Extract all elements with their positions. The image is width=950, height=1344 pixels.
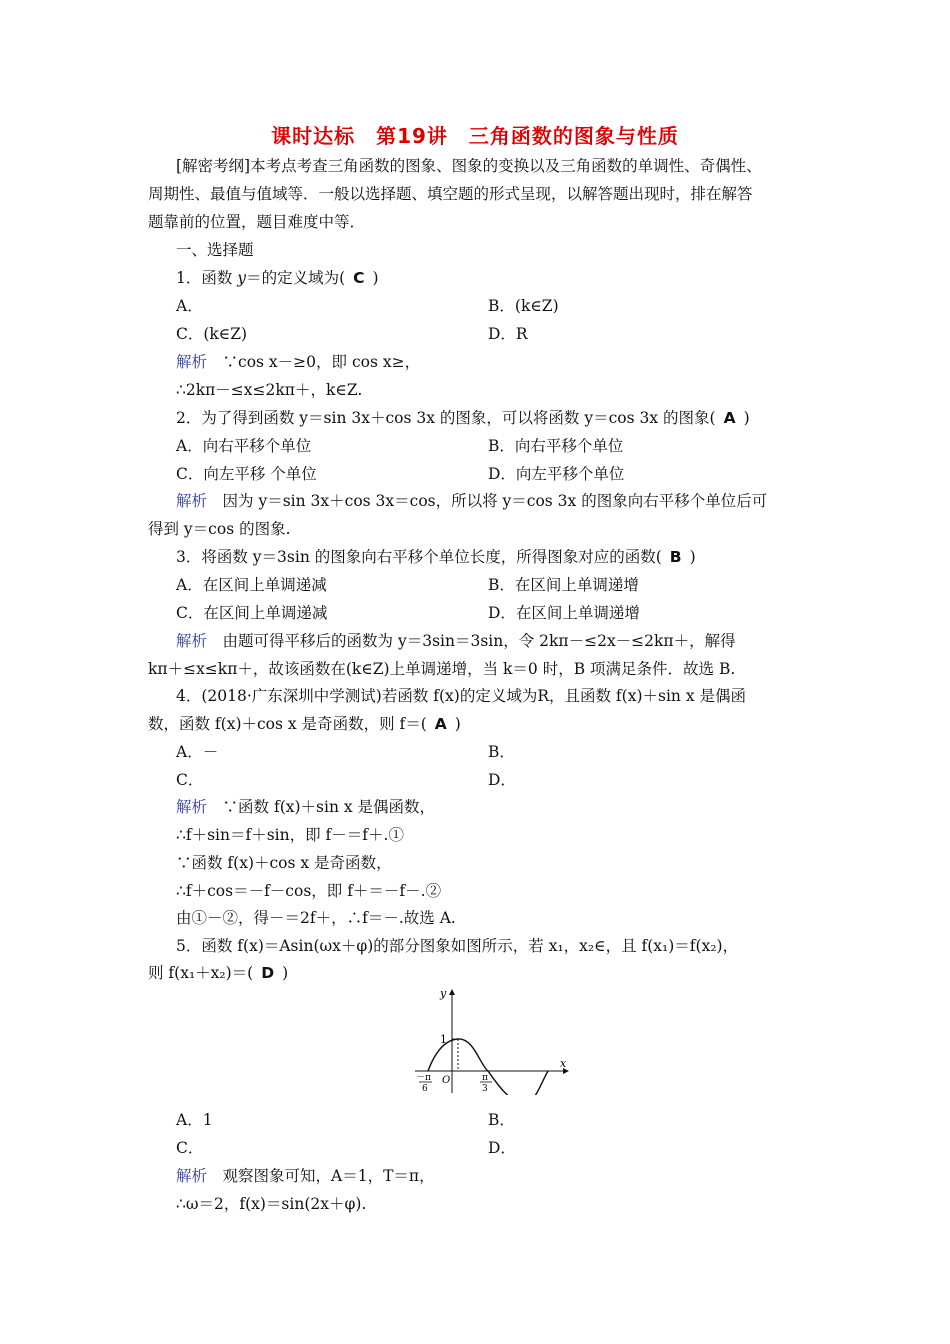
answer-3: B bbox=[669, 548, 682, 566]
q3-option-d: D．在区间上单调递增 bbox=[488, 604, 640, 622]
answer-2: A bbox=[723, 409, 736, 427]
q4-solution-3: ∵函数 f(x)＋cos x 是奇函数， bbox=[176, 854, 392, 872]
page-title: 课时达标 第19讲 三角函数的图象与性质 bbox=[271, 124, 679, 148]
solution-tag: 解析 bbox=[176, 1167, 208, 1185]
q4-option-d: D． bbox=[488, 771, 516, 789]
question-5-stem-2: 则 f(x₁＋x₂)＝( D ) bbox=[148, 964, 289, 982]
intro-line-1: [解密考纲]本考点考查三角函数的图象、图象的变换以及三角函数的单调性、奇偶性、 bbox=[176, 157, 762, 175]
q3-solution-1: 解析 由题可得平移后的函数为 y＝3sin＝3sin，令 2kπ－≤2x－≤2kπ＋，解得 bbox=[176, 632, 736, 650]
solution-tag: 解析 bbox=[176, 798, 208, 816]
solution-tag: 解析 bbox=[176, 632, 208, 650]
q1-option-a: A． bbox=[176, 297, 203, 315]
q5-option-c: C． bbox=[176, 1139, 204, 1157]
question-3-stem: 3．将函数 y＝3sin 的图象向右平移个单位长度，所得图象对应的函数( B ) bbox=[176, 548, 696, 566]
sine-graph-figure bbox=[410, 985, 575, 1095]
pi-label: π bbox=[482, 1073, 488, 1083]
q5-option-d: D． bbox=[488, 1139, 516, 1157]
three-label: 3 bbox=[482, 1084, 488, 1094]
q3-option-a: A．在区间上单调递减 bbox=[176, 576, 327, 594]
q4-option-b: B． bbox=[488, 743, 515, 761]
solution-tag: 解析 bbox=[176, 492, 208, 510]
q4-solution-5: 由①－②，得－＝2f＋，∴f＝－.故选 A. bbox=[176, 909, 456, 927]
q1-solution-1: 解析 ∵cos x－≥0，即 cos x≥， bbox=[176, 353, 421, 371]
q4-solution-1: 解析 ∵函数 f(x)＋sin x 是偶函数， bbox=[176, 798, 436, 816]
answer-1: C bbox=[353, 269, 365, 287]
q3-solution-2: kπ＋≤x≤kπ＋，故该函数在(k∈Z)上单调递增，当 k＝0 时，B 项满足条件．故选 B. bbox=[148, 660, 736, 678]
question-4-stem-1: 4．(2018·广东深圳中学测试)若函数 f(x)的定义域为R，且函数 f(x)＋sin x 是偶函 bbox=[176, 687, 746, 705]
one-tick-label: 1 bbox=[440, 1033, 447, 1046]
q1-option-d: D．R bbox=[488, 325, 528, 343]
q4-solution-2: ∴f＋sin＝f＋sin，即 f－＝f＋.① bbox=[176, 826, 404, 844]
y-axis-label: y bbox=[440, 987, 447, 1000]
question-4-stem-2: 数，函数 f(x)＋cos x 是奇函数，则 f＝( A ) bbox=[148, 715, 461, 733]
q5-solution-1: 解析 观察图象可知，A＝1，T＝π， bbox=[176, 1167, 435, 1185]
q2-option-a: A．向右平移个单位 bbox=[176, 437, 312, 455]
neg-pi-label: －π bbox=[416, 1073, 431, 1083]
q4-option-a: A．－ bbox=[176, 743, 219, 761]
intro-line-3: 题靠前的位置，题目难度中等． bbox=[148, 213, 366, 231]
q1-option-c: C．(k∈Z) bbox=[176, 325, 248, 343]
sine-curve bbox=[428, 1039, 548, 1095]
q5-option-a: A．1 bbox=[176, 1111, 213, 1129]
origin-label: O bbox=[442, 1075, 451, 1086]
q5-solution-2: ∴ω＝2，f(x)＝sin(2x＋φ). bbox=[176, 1195, 367, 1213]
q2-option-b: B．向右平移个单位 bbox=[488, 437, 624, 455]
question-1-stem: 1．函数 y＝的定义域为( C ) bbox=[176, 269, 379, 287]
q3-option-c: C．在区间上单调递减 bbox=[176, 604, 328, 622]
q4-option-c: C． bbox=[176, 771, 204, 789]
q1-option-b: B．(k∈Z) bbox=[488, 297, 559, 315]
question-5-stem-1: 5．函数 f(x)＝Asin(ωx＋φ)的部分图象如图所示，若 x₁，x₂∈，且 f(x₁)＝f(x₂)， bbox=[176, 937, 739, 955]
q2-solution-1: 解析 因为 y＝sin 3x＋cos 3x＝cos，所以将 y＝cos 3x 的图象向右平移个单位后可 bbox=[176, 492, 768, 510]
q2-option-c: C．向左平移 个单位 bbox=[176, 465, 317, 483]
intro-line-2: 周期性、最值与值域等．一般以选择题、填空题的形式呈现，以解答题出现时，排在解答 bbox=[148, 185, 753, 203]
q5-option-b: B． bbox=[488, 1111, 515, 1129]
q1-solution-2: ∴2kπ－≤x≤2kπ＋，k∈Z. bbox=[176, 381, 363, 399]
q2-solution-2: 得到 y＝cos 的图象. bbox=[148, 520, 291, 538]
answer-5: D bbox=[261, 964, 275, 982]
x-axis-label: x bbox=[560, 1057, 567, 1070]
question-2-stem: 2．为了得到函数 y＝sin 3x＋cos 3x 的图象，可以将函数 y＝cos 3x 的图象( A ) bbox=[176, 409, 750, 427]
six-label: 6 bbox=[422, 1084, 428, 1094]
q4-solution-4: ∴f＋cos＝－f－cos，即 f＋＝－f－.② bbox=[176, 882, 442, 900]
answer-4: A bbox=[434, 715, 447, 733]
q2-option-d: D．向左平移个单位 bbox=[488, 465, 625, 483]
solution-tag: 解析 bbox=[176, 353, 208, 371]
q3-option-b: B．在区间上单调递增 bbox=[488, 576, 639, 594]
section-heading: 一、选择题 bbox=[176, 241, 254, 259]
